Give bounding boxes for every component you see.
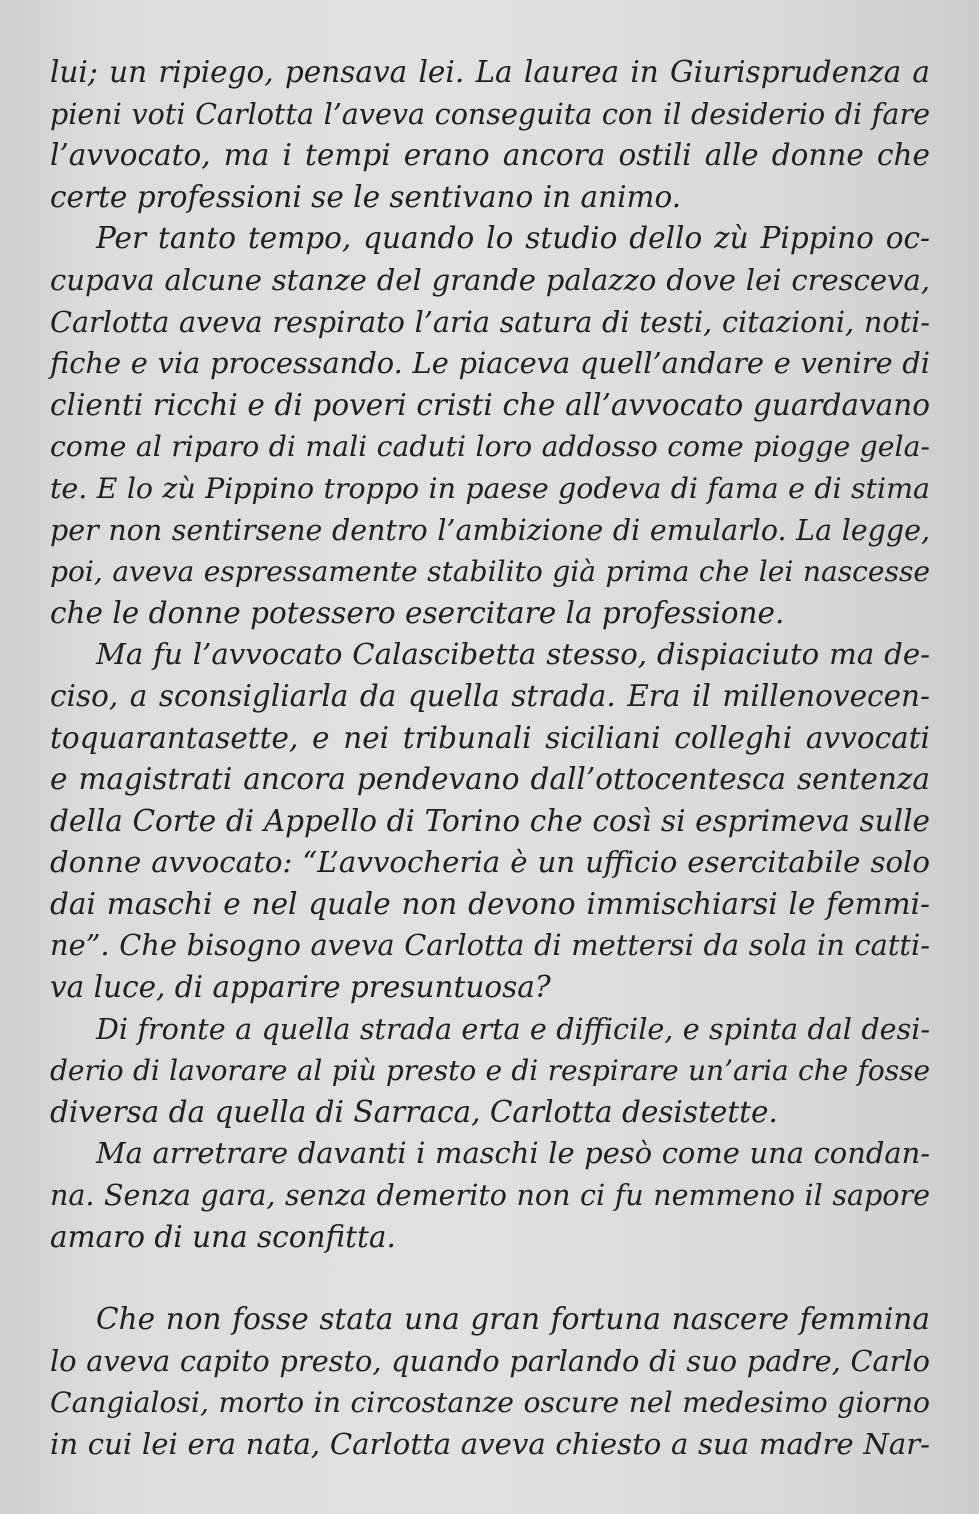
text-line: derio di lavorare al più presto e di respirare un’aria che fosse (50, 1054, 930, 1088)
text-line: per non sentirsene dentro l’ambizione di emularlo. La legge, (50, 513, 930, 547)
text-line: fiche e via processando. Le piaceva quell’andare e venire di (50, 346, 930, 381)
text-line: ciso, a sconsigliarla da quella strada. Era il millenovecen- (50, 678, 930, 713)
text-line: certe professioni se le sentivano in animo. (50, 179, 682, 214)
text-line: te. E lo zù Pippino troppo in paese godeva di fama e di stima (50, 471, 930, 505)
text-line: pieni voti Carlotta l’aveva conseguita con il desiderio di fare (50, 96, 930, 131)
text-line: della Corte di Appello di Torino che così si esprimeva sulle (50, 803, 930, 838)
text-line: toquarantasette, e nei tribunali siciliani colleghi avvocati (50, 720, 930, 755)
paragraph-1 (50, 52, 930, 218)
text-line: Carlotta aveva respirato l’aria satura di testi, citazioni, noti- (50, 304, 930, 339)
text-line: ne”. Che bisogno aveva Carlotta di mettersi da sola in catti- (50, 928, 930, 963)
text-line: come al riparo di mali caduti loro addosso come piogge gela- (50, 430, 930, 464)
book-page (50, 52, 930, 1466)
text-line: Che non fosse stata una gran fortuna nascere femmina (96, 1302, 930, 1337)
text-line: in cui lei era nata, Carlotta aveva chiesto a sua madre Nar- (50, 1427, 930, 1461)
text-line: poi, aveva espressamente stabilito già prima che lei nascesse (50, 555, 930, 589)
text-line: diversa da quella di Sarraca, Carlotta desistette. (50, 1094, 778, 1129)
text-line: Cangialosi, morto in circostanze oscure nel medesimo giorno (50, 1386, 930, 1420)
text-line: cupava alcune stanze del grande palazzo dove lei cresceva, (50, 262, 930, 297)
paragraph-4 (50, 1009, 930, 1134)
text-line: Di fronte a quella strada erta e difficile, e spinta dal desi- (96, 1011, 930, 1046)
text-line: clienti ricchi e di poveri cristi che all’avvocato guardavano (50, 387, 930, 422)
text-line: dai maschi e nel quale non devono immischiarsi le femmi- (50, 886, 930, 921)
text-line: Ma fu l’avvocato Calascibetta stesso, dispiaciuto ma de- (96, 637, 930, 672)
text-line: va luce, di apparire presuntuosa? (50, 970, 551, 1005)
paragraph-2 (50, 218, 930, 634)
text-line: lo aveva capito presto, quando parlando di suo padre, Carlo (50, 1343, 930, 1378)
text-line: amaro di una sconfitta. (50, 1219, 396, 1254)
paragraph-6 (50, 1299, 930, 1465)
text-line: l’avvocato, ma i tempi erano ancora ostili alle donne che (50, 138, 930, 173)
section-break (50, 1258, 930, 1299)
text-line: Ma arretrare davanti i maschi le pesò come una condan- (96, 1136, 930, 1171)
text-line: che le donne potessero esercitare la professione. (50, 595, 785, 630)
text-line: na. Senza gara, senza demerito non ci fu nemmeno il sapore (50, 1179, 930, 1213)
text-line: Per tanto tempo, quando lo studio dello zù Pippino oc- (96, 221, 930, 256)
text-line: donne avvocato: “L’avvocheria è un ufficio esercitabile solo (50, 845, 930, 880)
paragraph-3 (50, 634, 930, 1008)
paragraph-5 (50, 1133, 930, 1258)
text-line: lui; un ripiego, pensava lei. La laurea in Giurisprudenza a (50, 55, 930, 89)
text-line: e magistrati ancora pendevano dall’ottocentesca sentenza (50, 762, 930, 797)
